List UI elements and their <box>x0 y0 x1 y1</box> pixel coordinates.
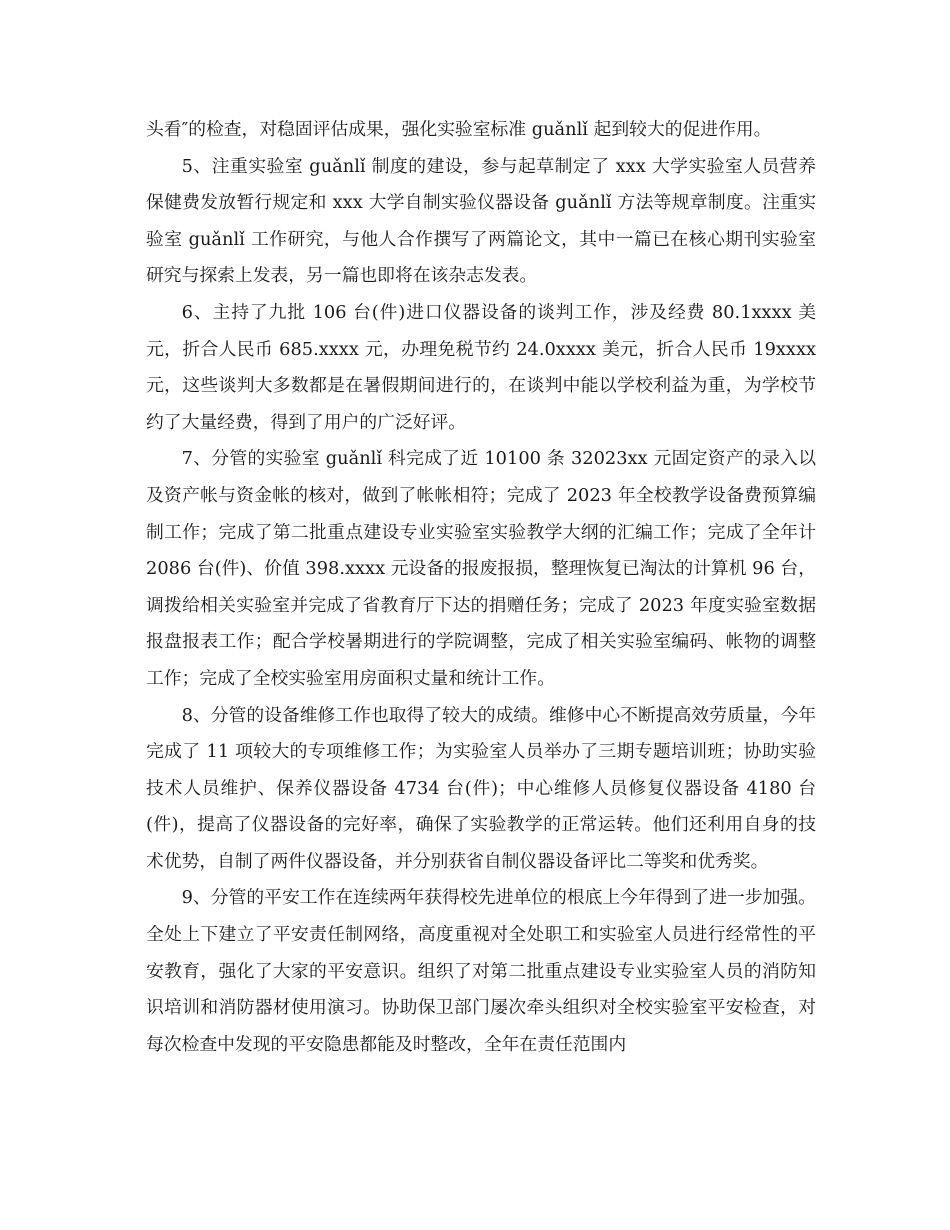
paragraph-item-8: 8、分管的设备维修工作也取得了较大的成绩。维修中心不断提高效劳质量，今年完成了 11 项较大的专项维修工作；为实验室人员举办了三期专题培训班；协助实验技术人员维护、保养仪器设备 4734 台(件)；中心维修人员修复仪器设备 4180 台(件)，提高了仪器设备的完好率，确保了实验教学的正常运转。他们还利用自身的技术优势，自制了两件仪器设备，并分别获省自制仪器设备评比二等奖和优秀奖。 <box>146 704 816 872</box>
paragraph-continuation: 头看″的检查，对稳固评估成果，强化实验室标准 guǎnlǐ 起到较大的促进作用。 <box>146 119 772 140</box>
paragraph-item-5: 5、注重实验室 guǎnlǐ 制度的建设，参与起草制定了 xxx 大学实验室人员营养保健费发放暂行规定和 xxx 大学自制实验仪器设备 guǎnlǐ 方法等规章制度。注重实验室 guǎnlǐ 工作研究，与他人合作撰写了两篇论文，其中一篇已在核心期刊实验室研究与探索上发表，另一篇也即将在该杂志发表。 <box>146 155 816 287</box>
paragraph-item-9: 9、分管的平安工作在连续两年获得校先进单位的根底上今年得到了进一步加强。全处上下建立了平安责任制网络，高度重视对全处职工和实验室人员进行经常性的平安教育，强化了大家的平安意识。组织了对第二批重点建设专业实验室人员的消防知识培训和消防器材使用演习。协助保卫部门屡次牵头组织对全校实验室平安检查，对每次检查中发现的平安隐患都能及时整改，全年在责任范围内 <box>146 887 816 1055</box>
paragraph-item-7: 7、分管的实验室 guǎnlǐ 科完成了近 10100 条 32023xx 元固定资产的录入以及资产帐与资金帐的核对，做到了帐帐相符；完成了 2023 年全校教学设备费预算编制工作；完成了第二批重点建设专业实验室实验教学大纲的汇编工作；完成了全年计 2086 台(件)、价值 398.xxxx 元设备的报废报损，整理恢复已淘汰的计算机 96 台，调拨给相关实验室并完成了省教育厅下达的捐赠任务；完成了 2023 年度实验室数据报盘报表工作；配合学校暑期进行的学院调整，完成了相关实验室编码、帐物的调整工作；完成了全校实验室用房面积丈量和统计工作。 <box>146 448 816 689</box>
paragraph-item-6: 6、主持了九批 106 台(件)进口仪器设备的谈判工作，涉及经费 80.1xxxx 美元，折合人民币 685.xxxx 元，办理免税节约 24.0xxxx 美元，折合人民币 19xxxx 元，这些谈判大多数都是在暑假期间进行的，在谈判中能以学校利益为重，为学校节约了大量经费，得到了用户的广泛好评。 <box>146 301 816 433</box>
document-page <box>146 112 816 1063</box>
